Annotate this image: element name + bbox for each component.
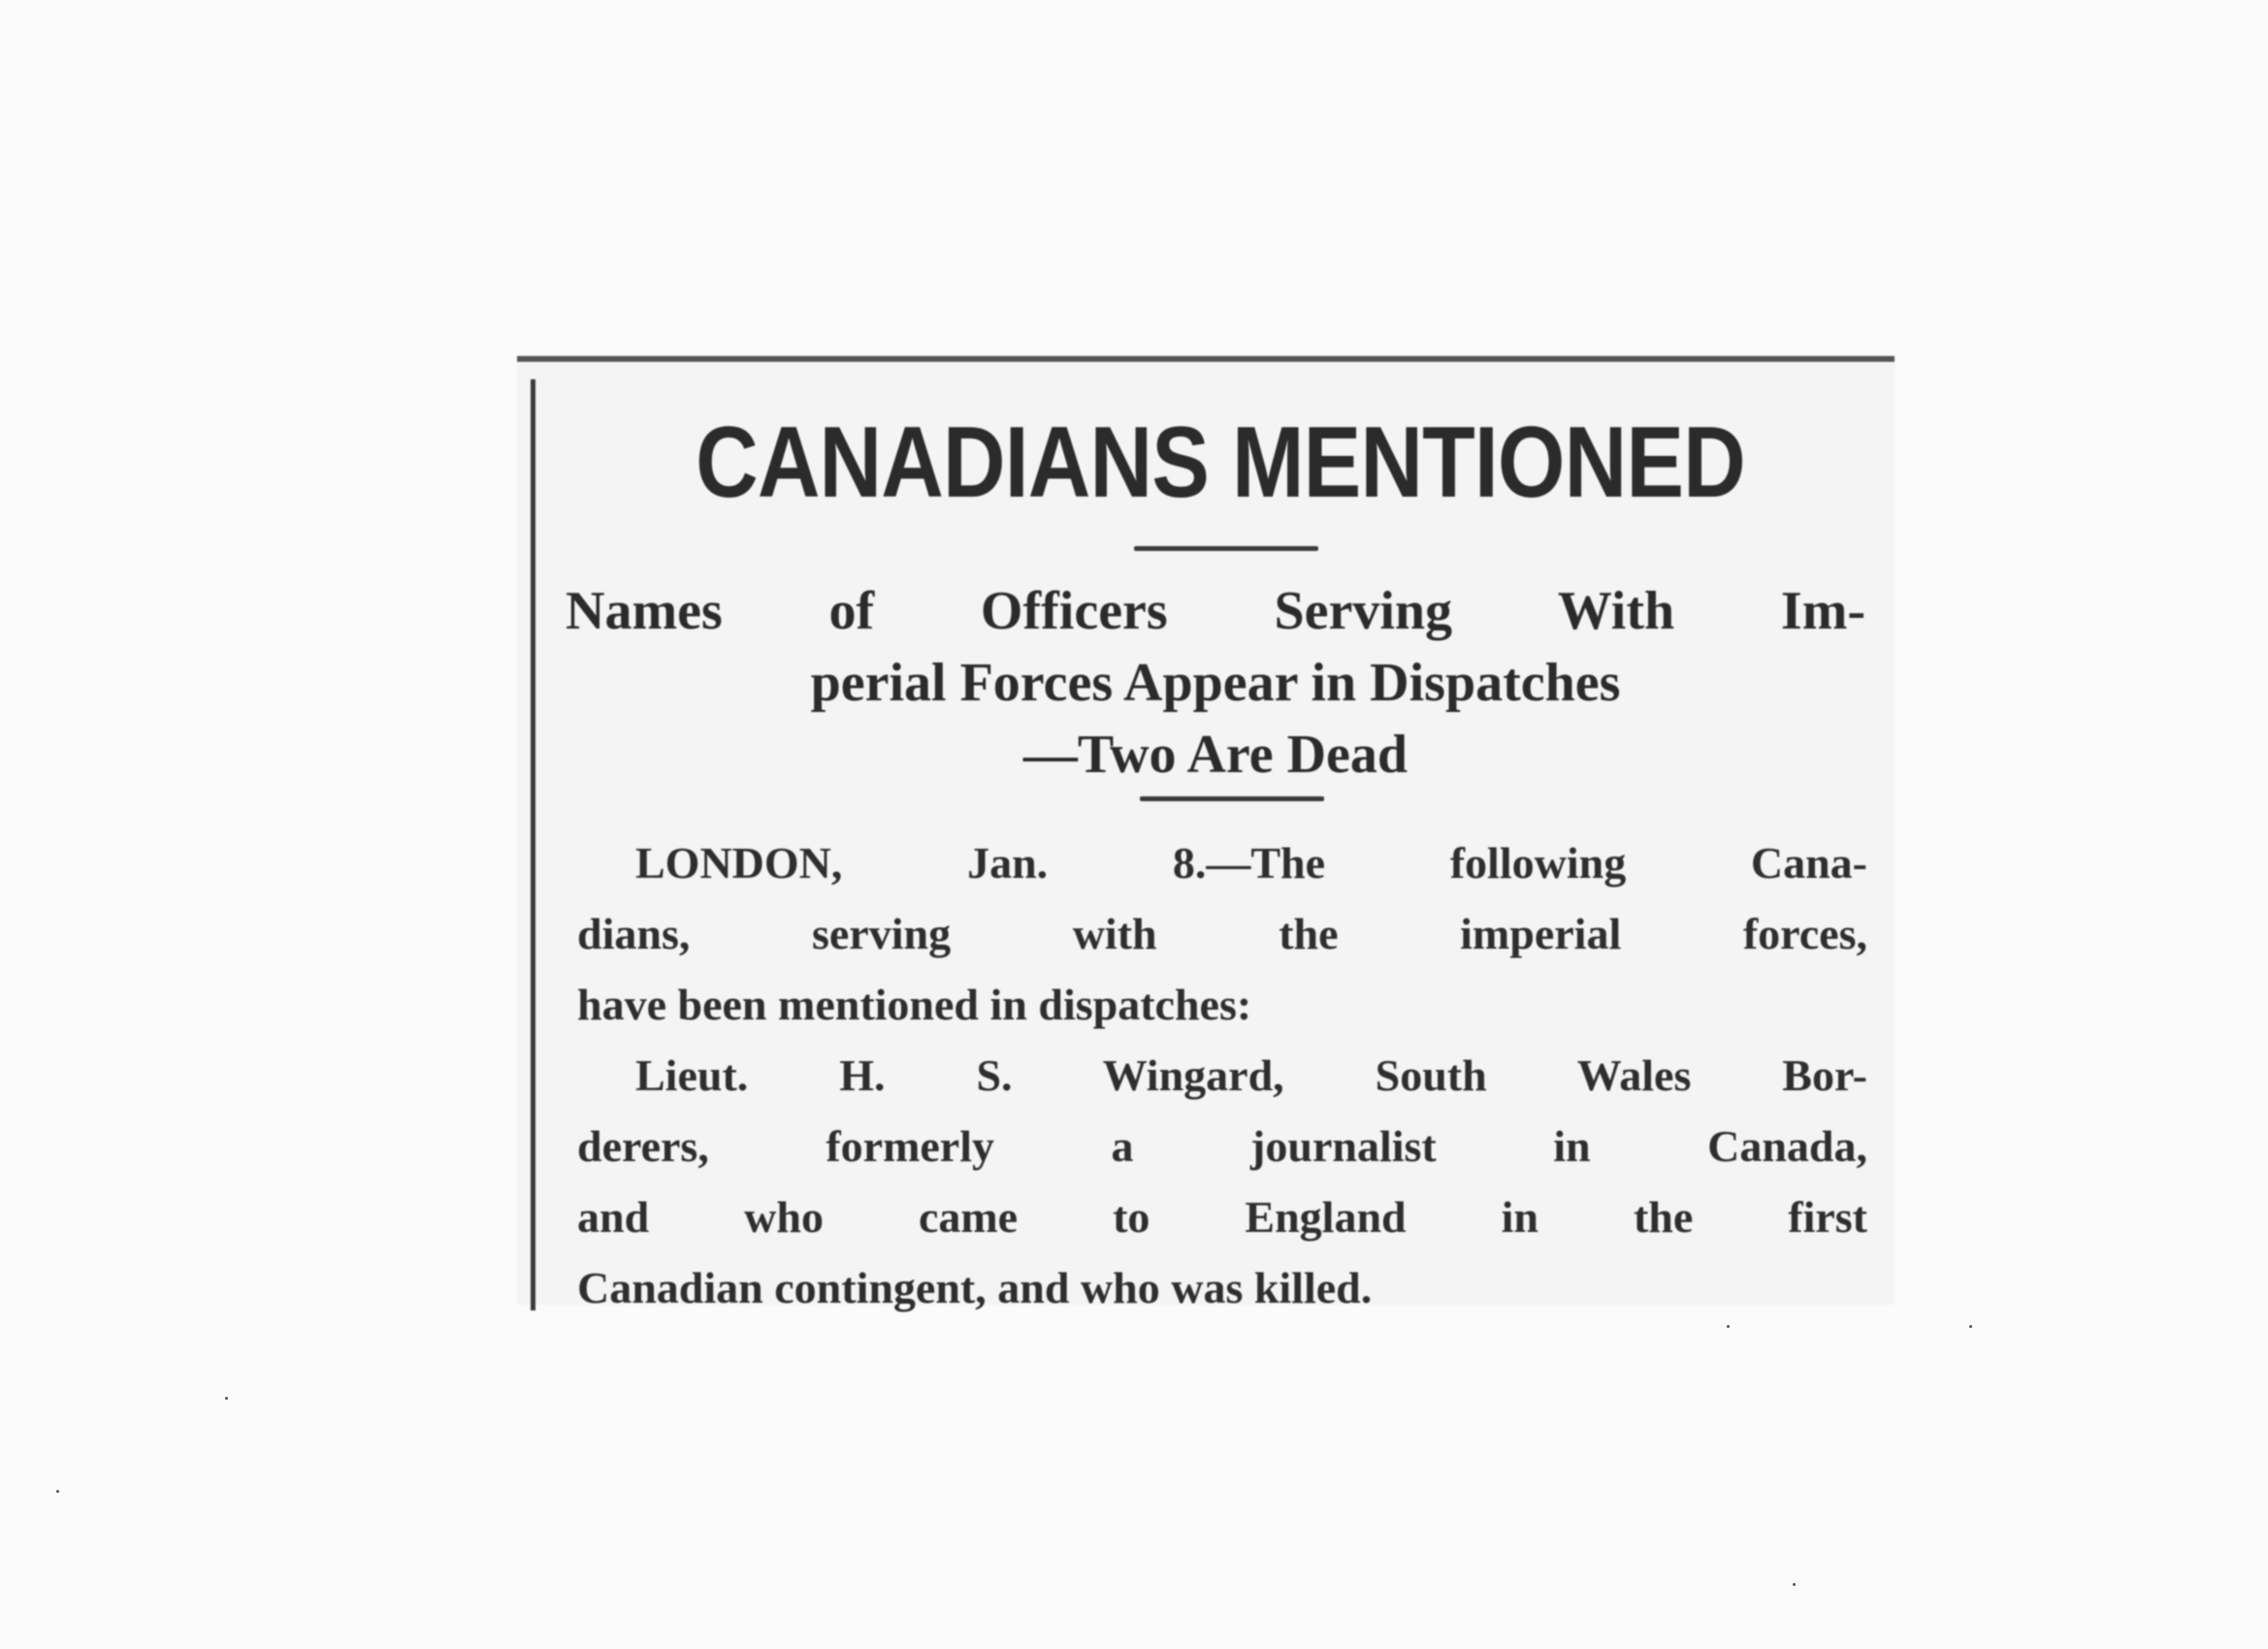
subheadline-line: perial Forces Appear in Dispatches xyxy=(810,653,1621,713)
body-line: Canadian contingent, and who was killed. xyxy=(577,1263,1373,1312)
subheadline-divider xyxy=(1140,796,1324,801)
scan-speck xyxy=(56,1490,59,1493)
body-line: dians, serving with the imperial forces, xyxy=(577,909,1867,958)
scan-speck xyxy=(1727,1325,1730,1328)
newspaper-clipping xyxy=(517,356,1895,1312)
column-rule xyxy=(531,379,535,1310)
headline: CANADIANS MENTIONED xyxy=(696,406,1745,519)
subheadline-line: —Two Are Dead xyxy=(1022,725,1409,785)
article-body xyxy=(577,827,1867,1323)
subheadline-line: Names of Officers Serving With Im- xyxy=(566,581,1865,641)
body-line: and who came to England in the first xyxy=(577,1192,1867,1242)
body-line: LONDON, Jan. 8.—The following Cana- xyxy=(635,838,1867,888)
body-line: have been mentioned in dispatches: xyxy=(577,980,1252,1029)
headline-divider xyxy=(1134,546,1318,551)
scan-speck xyxy=(225,1397,228,1400)
scan-speck xyxy=(1969,1325,1972,1328)
body-line: derers, formerly a journalist in Canada, xyxy=(577,1121,1867,1171)
scan-speck xyxy=(1793,1583,1796,1586)
subheadline xyxy=(566,575,1865,791)
body-line: Lieut. H. S. Wingard, South Wales Bor- xyxy=(635,1051,1867,1100)
